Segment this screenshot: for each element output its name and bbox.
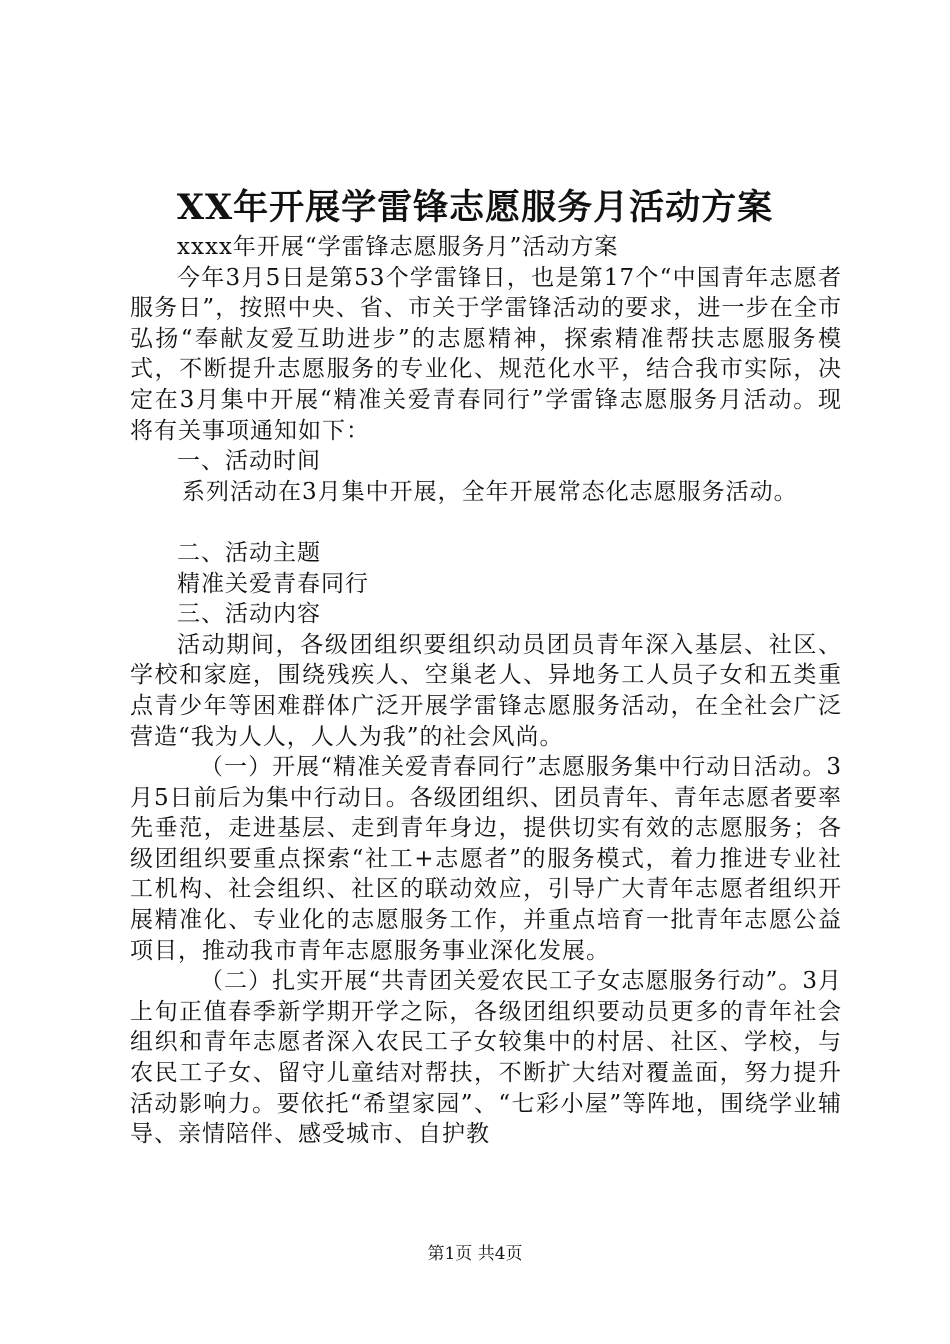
item-two-paragraph: （二）扎实开展“共青团关爱农民工子女志愿服务行动”。3月上旬正值春季新学期开学之际，各级团组织要动员更多的青年社会组织和青年志愿者深入农民工子女较集中的村居、社区、学校，与农民工子女、留守儿童结对帮扶，不断扩大结对覆盖面，努力提升活动影响力。要依托“希望家园”、“七彩小屋”等阵地，围绕学业辅导、亲情陪伴、感受城市、自护教 xyxy=(130,968,842,1148)
section-heading-time: 一、活动时间 xyxy=(177,448,321,475)
theme-paragraph: 精准关爱青春同行 xyxy=(177,570,369,597)
document-title: XX年开展学雷锋志愿服务月活动方案 xyxy=(176,187,774,228)
time-paragraph: 系列活动在3月集中开展，全年开展常态化志愿服务活动。 xyxy=(182,478,798,505)
section-heading-theme: 二、活动主题 xyxy=(177,539,321,566)
content-paragraph: 活动期间，各级团组织要组织动员团员青年深入基层、社区、学校和家庭，围绕残疾人、空巢老人、异地务工人员子女和五类重点青少年等困难群体广泛开展学雷锋志愿服务活动，在全社会广泛营造“我为人人，人人为我”的社会风尚。 xyxy=(130,631,842,750)
document-body xyxy=(130,232,842,1150)
blank-line xyxy=(130,507,842,538)
subtitle-paragraph: xxxx年开展“学雷锋志愿服务月”活动方案 xyxy=(177,234,619,260)
item-one-paragraph: （一）开展“精准关爱青春同行”志愿服务集中行动日活动。3月5日前后为集中行动日。各级团组织、团员青年、青年志愿者要率先垂范，走进基层、走到青年身边，提供切实有效的志愿服务；各级团组织要重点探索“社工+志愿者”的服务模式，着力推进专业社工机构、社会组织、社区的联动效应，引导广大青年志愿者组织开展精准化、专业化的志愿服务工作，并重点培育一批青年志愿公益项目，推动我市青年志愿服务事业深化发展。 xyxy=(130,754,842,964)
intro-paragraph: 今年3月5日是第53个学雷锋日，也是第17个“中国青年志愿者服务日”，按照中央、省、市关于学雷锋活动的要求，进一步在全市弘扬“奉献友爱互助进步”的志愿精神，探索精准帮扶志愿服务模式，不断提升志愿服务的专业化、规范化水平，结合我市实际，决定在3月集中开展“精准关爱青春同行”学雷锋志愿服务月活动。现将有关事项通知如下： xyxy=(130,264,842,444)
section-heading-content: 三、活动内容 xyxy=(177,601,321,628)
page-footer: 第1页 共4页 xyxy=(427,1244,523,1264)
